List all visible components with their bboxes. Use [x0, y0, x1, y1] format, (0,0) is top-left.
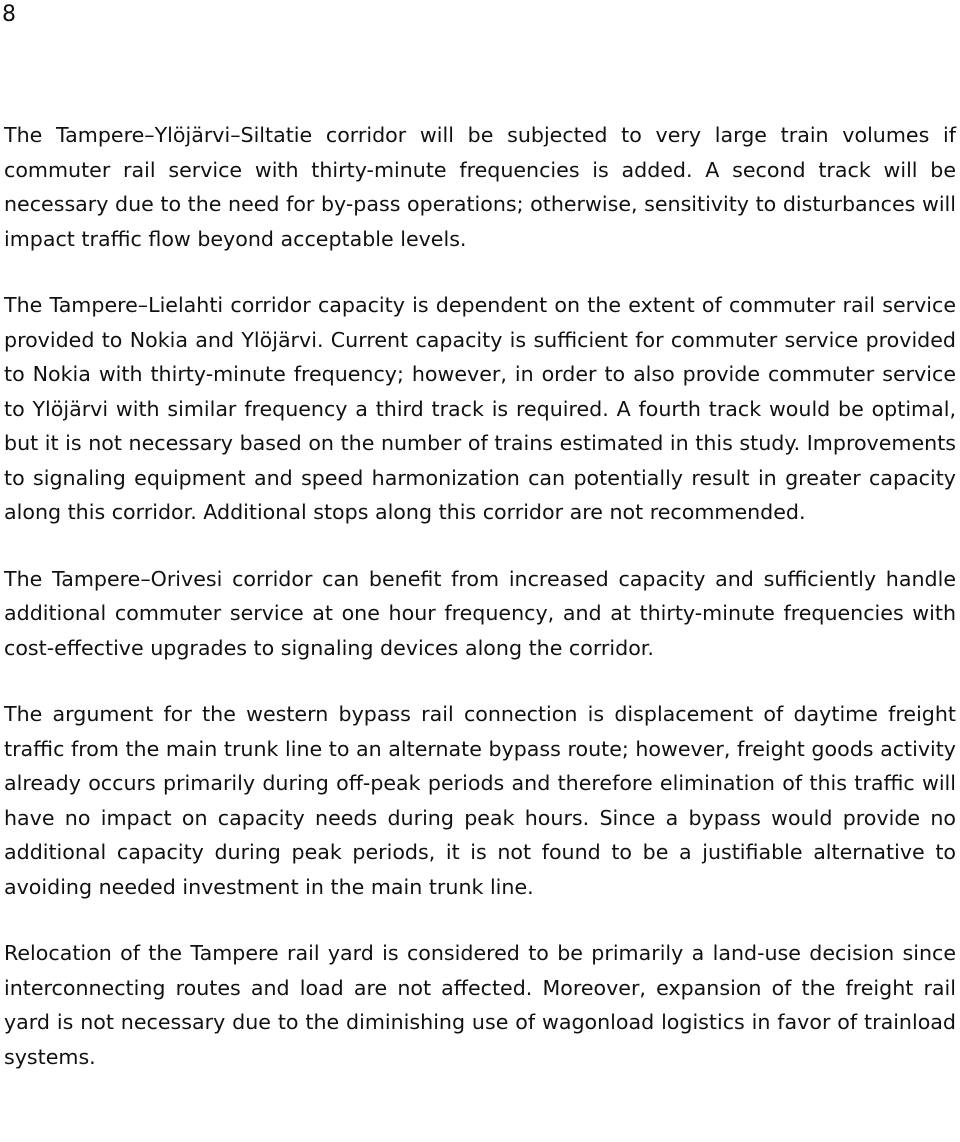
body-text [4, 118, 956, 1074]
paragraph-tampere-ylojarvi-siltatie: The Tampere–Ylöjärvi–Siltatie corridor will be subjected to very large train volumes if commuter rail service with thirty-minute frequencies is added. A second track will be necessary due to the need for by-pass operations; otherwise, sensitivity to disturbances will impact traffic flow beyond acceptable levels. [4, 123, 956, 251]
paragraph-tampere-orivesi: The Tampere–Orivesi corridor can benefit from increased capacity and sufficiently handle additional commuter service at one hour frequency, and at thirty-minute frequencies with cost-effective upgrades to signaling devices along the corridor. [4, 566, 956, 660]
paragraph-rail-yard-relocation: Relocation of the Tampere rail yard is considered to be primarily a land-use decision since interconnecting routes and load are not affected. Moreover, expansion of the freight rail yard is not necessary due to the diminishing use of wagonload logistics in favor of trainload systems. [4, 941, 956, 1069]
page-number: 8 [2, 2, 16, 27]
paragraph-tampere-lielahti: The Tampere–Lielahti corridor capacity is dependent on the extent of commuter rail service provided to Nokia and Ylöjärvi. Current capacity is sufficient for commuter service provided to Nokia with thirty-minute frequency; however, in order to also provide commuter service to Ylöjärvi with similar frequency a third track is required. A fourth track would be optimal, but it is not necessary based on the number of trains estimated in this study. Improvements to signaling equipment and speed harmonization can potentially result in greater capacity along this corridor. Additional stops along this corridor are not recommended. [4, 293, 956, 524]
paragraph-western-bypass: The argument for the western bypass rail connection is displacement of daytime freight traffic from the main trunk line to an alternate bypass route; however, freight goods activity already occurs primarily during off-peak periods and therefore elimination of this traffic will have no impact on capacity needs during peak hours. Since a bypass would provide no additional capacity during peak periods, it is not found to be a justifiable alternative to avoiding needed investment in the main trunk line. [4, 702, 956, 899]
